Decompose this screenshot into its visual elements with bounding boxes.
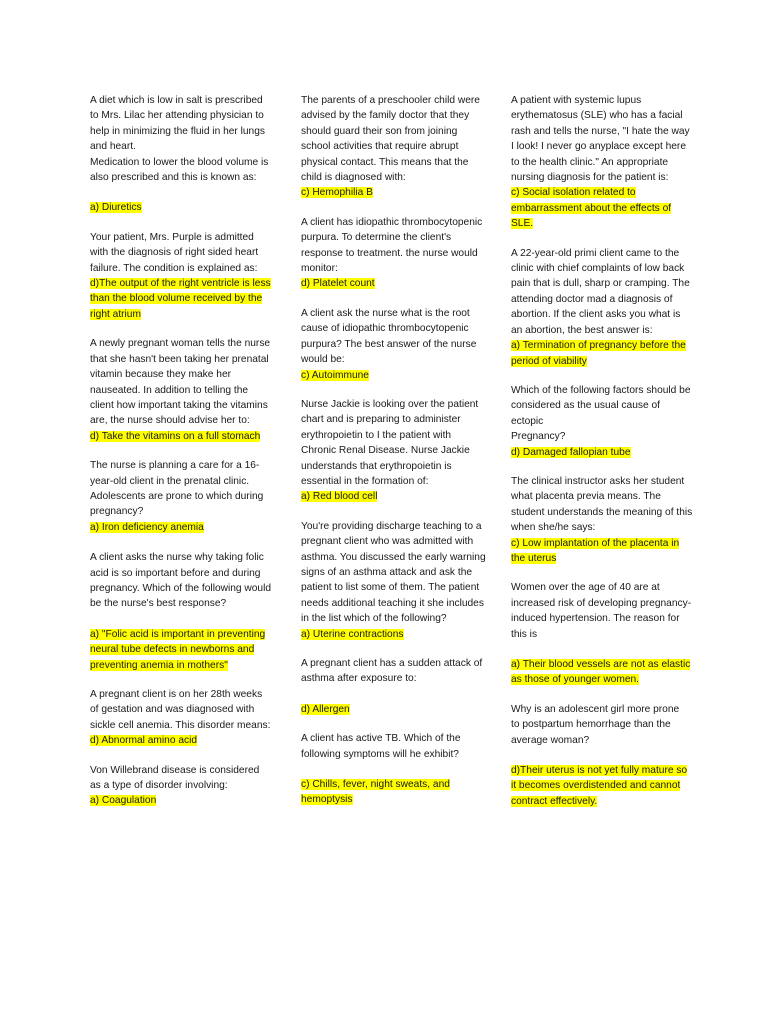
question-text: A pregnant client is on her 28th weeks of gestation and was diagnosed with sickle cell anemia. This disorder means: xyxy=(90,689,271,731)
answer-line xyxy=(90,276,272,322)
question-item xyxy=(511,702,693,809)
question-item xyxy=(301,731,487,808)
answer-line xyxy=(301,185,487,200)
answer-line xyxy=(511,763,693,809)
highlighted-answer: c) Chills, fever, night sweats, and hemoptysis xyxy=(301,779,450,806)
column-middle xyxy=(301,93,487,822)
question-item xyxy=(301,397,487,505)
question-item xyxy=(90,93,272,216)
column-left xyxy=(90,93,272,823)
question-item xyxy=(301,519,487,642)
question-item xyxy=(90,763,272,809)
answer-line xyxy=(511,445,693,460)
answer-line xyxy=(511,185,693,231)
answer-line xyxy=(90,733,272,748)
question-text: A client has active TB. Which of the following symptoms will he exhibit? xyxy=(301,733,461,760)
answer-line xyxy=(301,489,487,504)
question-item xyxy=(90,230,272,322)
answer-line xyxy=(511,338,693,369)
highlighted-answer: c) Low implantation of the placenta in the uterus xyxy=(511,537,680,564)
answer-line xyxy=(90,793,272,808)
question-item xyxy=(90,687,272,749)
highlighted-answer: c) Hemophilia B xyxy=(301,187,373,199)
question-text: Von Willebrand disease is considered as a type of disorder involving: xyxy=(90,764,260,792)
highlighted-answer: d) Take the vitamins on a full stomach xyxy=(90,430,261,442)
answer-line xyxy=(511,536,693,567)
question-text: Why is an adolescent girl more prone to postpartum hemorrhage than the average woman? xyxy=(511,703,680,746)
question-text: Which of the following factors should be considered as the usual cause of ectopic Pregnancy? xyxy=(511,384,691,443)
answer-line xyxy=(301,702,487,717)
question-item xyxy=(90,458,272,535)
highlighted-answer: a) Uterine contractions xyxy=(301,628,404,640)
question-item xyxy=(511,383,693,460)
question-item xyxy=(90,550,272,673)
question-item xyxy=(511,93,693,232)
answer-line xyxy=(90,520,272,535)
question-text: A newly pregnant woman tells the nurse that she hasn't been taking her prenatal vitamin because they make her nauseated. In addition to telling the client how important taking the vitamins are, the nurse should advise her to: xyxy=(90,338,271,427)
question-text: Your patient, Mrs. Purple is admitted with the diagnosis of right sided heart failure. The condition is explained as: xyxy=(90,231,259,274)
question-text: Women over the age of 40 are at increased risk of developing pregnancy-induced hypertension. The reason for this is xyxy=(511,582,692,640)
answer-line xyxy=(511,657,693,688)
answer-line xyxy=(301,276,487,291)
answer-line xyxy=(90,627,272,673)
highlighted-answer: a) Iron deficiency anemia xyxy=(90,521,204,533)
highlighted-answer: a) Their blood vessels are not as elastic as those of younger women. xyxy=(511,659,691,686)
question-item xyxy=(90,336,272,444)
highlighted-answer: d) Damaged fallopian tube xyxy=(511,446,631,458)
column-right xyxy=(511,93,693,823)
question-text: You're providing discharge teaching to a pregnant client who was admitted with asthma. You discussed the early warning signs of an asthma attack and ask the patient to list some of them. The patient needs additional teaching it she includes in the list which of the following? xyxy=(301,520,486,625)
question-text: A pregnant client has a sudden attack of asthma after exposure to: xyxy=(301,658,483,685)
highlighted-answer: a) Diuretics xyxy=(90,202,142,214)
question-text: A client has idiopathic thrombocytopenic purpura. To determine the client's response to treatment. the nurse would monitor: xyxy=(301,216,483,275)
question-item xyxy=(301,656,487,717)
question-item xyxy=(301,215,487,292)
question-text: The clinical instructor asks her student what placenta previa means. The student understands the meaning of this when she/he says: xyxy=(511,475,693,534)
highlighted-answer: c) Autoimmune xyxy=(301,369,369,381)
highlighted-answer: d) Platelet count xyxy=(301,278,375,290)
question-text: A client asks the nurse why taking folic acid is so important before and during pregnancy. Which of the following would be the nurse's best response? xyxy=(90,552,272,610)
question-text: A 22-year-old primi client came to the clinic with chief complaints of low back pain that is dull, sharp or cramping. The attending doctor mad a diagnosis of abortion. If the client asks you what is an abortion, the best answer is: xyxy=(511,247,690,336)
highlighted-answer: a) Termination of pregnancy before the period of viability xyxy=(511,340,686,367)
question-text: The parents of a preschooler child were advised by the family doctor that they should guard their son from joining school activities that require abrupt physical contact. This means that the child is diagnosed with: xyxy=(301,95,480,184)
answer-line xyxy=(90,429,272,444)
question-item xyxy=(511,246,693,369)
highlighted-answer: a) Red blood cell xyxy=(301,491,378,503)
highlighted-answer: d)The output of the right ventricle is less than the blood volume received by the right atrium xyxy=(90,278,271,320)
highlighted-answer: d)Their uterus is not yet fully mature so it becomes overdistended and cannot contract effectively. xyxy=(511,765,688,807)
highlighted-answer: d) Allergen xyxy=(301,703,350,715)
question-item xyxy=(301,306,487,383)
question-text: A diet which is low in salt is prescribed to Mrs. Lilac her attending physician to help in minimizing the fluid in her lungs and heart. Medication to lower the blood volume is also prescribed and this is known as: xyxy=(90,95,269,184)
question-item xyxy=(511,580,693,687)
highlighted-answer: a) "Folic acid is important in preventing neural tube defects in newborns and preventing anemia in mothers" xyxy=(90,628,266,671)
question-text: A patient with systemic lupus erythematosus (SLE) who has a facial rash and tells the nurse, "I hate the way I look! I never go anyplace except here to the health clinic." An appropriate nursing diagnosis for the patient is: xyxy=(511,95,690,184)
highlighted-answer: a) Coagulation xyxy=(90,795,157,807)
question-text: Nurse Jackie is looking over the patient chart and is preparing to administer erythropoietin to I the patient with Chronic Renal Disease. Nurse Jackie understands that erythropoietin is essential in the formation of: xyxy=(301,398,479,487)
answer-line xyxy=(90,200,272,215)
highlighted-answer: d) Abnormal amino acid xyxy=(90,735,198,747)
answer-line xyxy=(301,777,487,808)
question-item xyxy=(511,474,693,566)
highlighted-answer: c) Social isolation related to embarrassment about the effects of SLE. xyxy=(511,187,672,230)
question-text: A client ask the nurse what is the root cause of idiopathic thrombocytopenic purpura? The best answer of the nurse would be: xyxy=(301,307,477,366)
answer-line xyxy=(301,368,487,383)
answer-line xyxy=(301,627,487,642)
question-item xyxy=(301,93,487,201)
question-text: The nurse is planning a care for a 16-year-old client in the prenatal clinic. Adolescents are prone to which during pregnancy? xyxy=(90,460,264,518)
